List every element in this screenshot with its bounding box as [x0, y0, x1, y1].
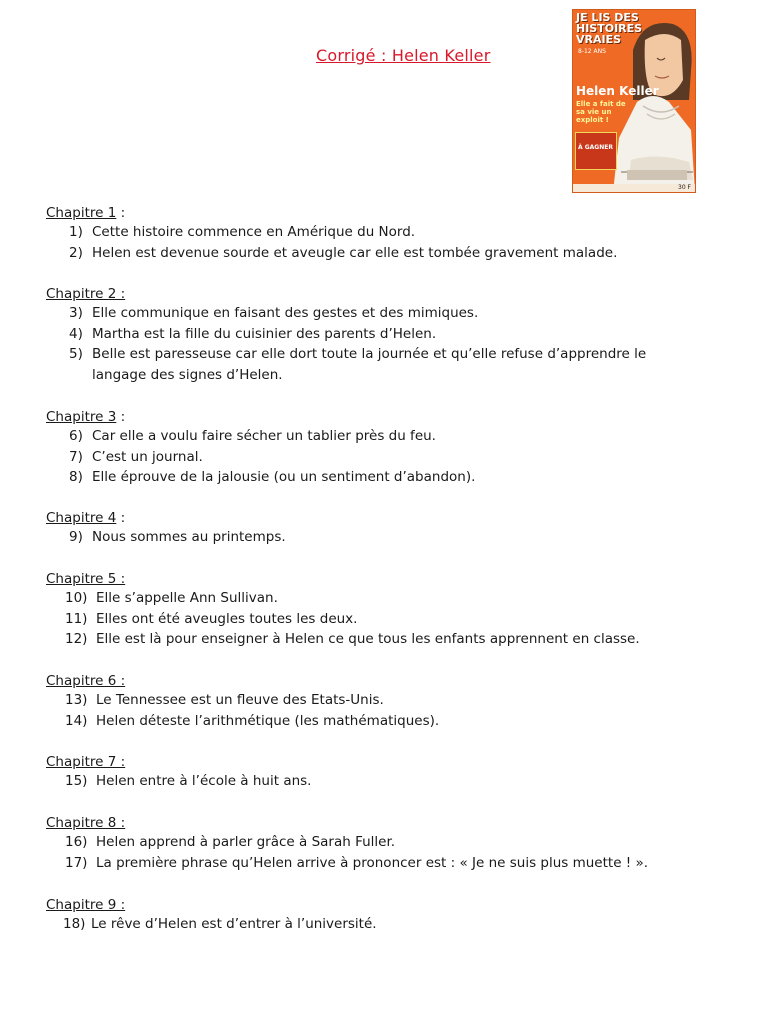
cover-sticker-label: À GAGNER	[578, 144, 613, 151]
chapter-section-4	[46, 509, 692, 548]
chapter-label: Chapitre 5 :	[46, 571, 126, 587]
item-text: C’est un journal.	[92, 448, 203, 465]
item-text: Helen entre à l’école à huit ans.	[96, 773, 312, 789]
list-item	[46, 588, 696, 609]
item-number: 9)	[69, 529, 83, 545]
item-text: Elle éprouve de la jalousie (ou un sentiment d’abandon).	[92, 469, 476, 485]
list-item	[46, 467, 692, 488]
page-title: Corrigé : Helen Keller	[316, 46, 491, 65]
item-text: La première phrase qu’Helen arrive à prononcer est : « Je ne suis plus muette ! ».	[96, 854, 649, 871]
book-cover-image	[573, 10, 695, 192]
chapter-label: Chapitre 7 :	[46, 754, 126, 770]
item-number: 5)	[69, 346, 83, 362]
list-item	[46, 344, 692, 385]
chapter-section-9	[46, 896, 691, 935]
item-text: Helen déteste l’arithmétique (les mathématiques).	[96, 712, 440, 729]
list-item	[46, 447, 692, 468]
list-item	[46, 426, 692, 447]
chapter-section-5	[46, 570, 696, 650]
cover-sticker	[575, 132, 617, 170]
item-text: Elle communique en faisant des gestes et des mimiques.	[92, 305, 479, 321]
item-text: Elle est là pour enseigner à Helen ce que tous les enfants apprennent en classe.	[96, 631, 640, 647]
chapter-section-8	[46, 814, 696, 873]
chapter-heading	[46, 672, 696, 690]
cover-masthead: JE LIS DES HISTOIRES VRAIES	[576, 11, 643, 46]
item-text: Le rêve d’Helen est d’entrer à l’université.	[91, 916, 377, 932]
chapter-heading	[46, 285, 692, 303]
item-number: 3)	[69, 305, 83, 321]
list-item	[46, 324, 692, 345]
chapter-label-suffix: :	[116, 205, 126, 221]
chapter-label: Chapitre 1	[46, 205, 117, 221]
chapter-heading	[46, 509, 692, 527]
item-number: 8)	[69, 469, 83, 485]
list-item	[46, 771, 696, 792]
item-number: 18)	[63, 916, 86, 932]
item-text: Cette histoire commence en Amérique du Nord.	[92, 224, 416, 240]
chapter-section-6	[46, 672, 696, 731]
list-item	[46, 690, 696, 711]
cover-age-label: 8-12 ANS	[578, 48, 606, 55]
list-item	[46, 243, 692, 264]
list-item	[46, 629, 696, 650]
item-text: Nous sommes au printemps.	[92, 529, 286, 545]
chapter-label: Chapitre 9 :	[46, 897, 126, 913]
item-text: Elle s’appelle Ann Sullivan.	[96, 590, 278, 606]
list-item	[46, 832, 696, 853]
chapter-heading	[46, 814, 696, 832]
list-item	[46, 609, 696, 630]
item-number: 1)	[69, 224, 83, 240]
cover-bottom-bar	[573, 184, 695, 192]
item-number: 6)	[69, 428, 83, 444]
item-number: 7)	[69, 448, 83, 465]
item-number: 16)	[65, 834, 88, 850]
chapter-heading	[46, 896, 691, 914]
item-number: 13)	[65, 692, 88, 708]
chapter-label: Chapitre 6 :	[46, 673, 126, 689]
chapter-section-3	[46, 408, 692, 488]
item-number: 11)	[65, 610, 88, 627]
item-text: Le Tennessee est un fleuve des Etats-Unis.	[96, 692, 384, 708]
item-text: Martha est la fille du cuisinier des parents d’Helen.	[92, 325, 437, 342]
list-item	[46, 222, 692, 243]
list-item	[46, 853, 696, 874]
cover-subtitle: Elle a fait de sa vie un exploit !	[576, 100, 626, 124]
list-item	[46, 711, 696, 732]
item-text: Elles ont été aveugles toutes les deux.	[96, 610, 358, 627]
item-number: 14)	[65, 712, 88, 729]
chapter-label-suffix: :	[116, 510, 126, 526]
chapter-heading	[46, 753, 696, 771]
chapter-label: Chapitre 4	[46, 510, 117, 526]
item-text: Helen apprend à parler grâce à Sarah Fuller.	[96, 834, 396, 850]
cover-price: 30 F	[678, 184, 691, 191]
item-number: 12)	[65, 631, 88, 647]
item-text: Belle est paresseuse car elle dort toute la journée et qu’elle refuse d’apprendre le langage des signes d’Helen.	[92, 346, 647, 383]
list-item	[46, 303, 692, 324]
item-text: Helen est devenue sourde et aveugle car elle est tombée gravement malade.	[92, 244, 618, 261]
chapter-label: Chapitre 2 :	[46, 286, 126, 302]
item-number: 10)	[65, 590, 88, 606]
list-item	[46, 914, 691, 935]
chapter-section-1	[46, 204, 692, 263]
chapter-heading	[46, 408, 692, 426]
chapter-section-7	[46, 753, 696, 792]
item-number: 15)	[65, 773, 88, 789]
chapter-label: Chapitre 3	[46, 409, 117, 425]
item-number: 17)	[65, 854, 88, 871]
item-number: 2)	[69, 244, 83, 261]
chapter-section-2	[46, 285, 692, 385]
chapter-heading	[46, 570, 696, 588]
item-text: Car elle a voulu faire sécher un tablier près du feu.	[92, 428, 436, 444]
chapter-heading	[46, 204, 692, 222]
list-item	[46, 527, 692, 548]
chapter-label: Chapitre 8 :	[46, 815, 126, 831]
chapter-label-suffix: :	[116, 409, 126, 425]
item-number: 4)	[69, 325, 83, 342]
cover-name: Helen Keller	[576, 84, 659, 98]
